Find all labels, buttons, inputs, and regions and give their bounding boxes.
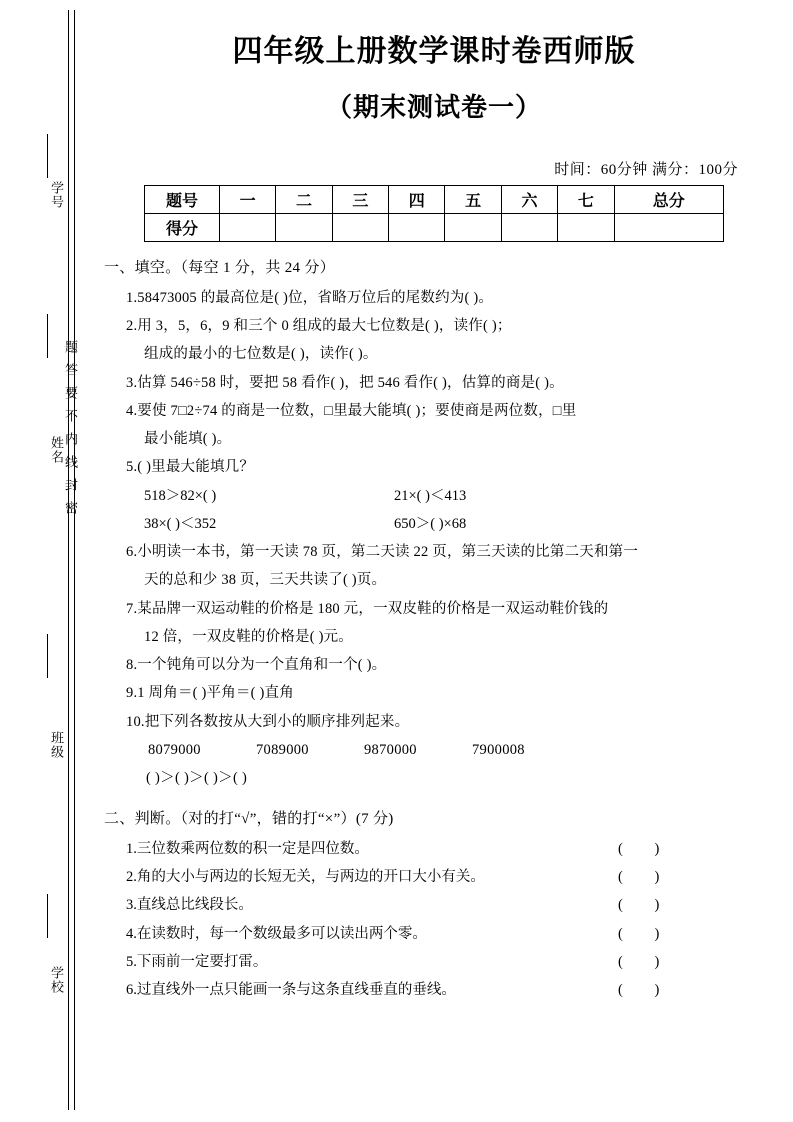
inequality-2-right: 650＞( )×68 [394, 515, 467, 532]
score-table-col-6: 六 [501, 185, 557, 213]
question-2-4-answer-box[interactable]: ( ) [618, 925, 674, 942]
question-1-10: 10.把下列各数按从大到小的顺序排列起来。 [126, 713, 410, 730]
seal-field-student-id [30, 130, 64, 260]
section-fill-in-blanks [104, 254, 764, 793]
question-2-1 [126, 835, 764, 863]
score-table-col-7: 七 [558, 185, 614, 213]
question-1-5-row-1 [144, 482, 764, 510]
question-2-2-answer-box[interactable]: ( ) [618, 869, 674, 886]
question-2-5 [126, 948, 764, 976]
number-item-3: 9870000 [364, 742, 417, 758]
question-2-3 [126, 891, 764, 919]
score-table-col-total: 总分 [614, 185, 723, 213]
seal-rule-student-id [47, 134, 48, 178]
section-2-heading: 二、判断。（对的打“√”，错的打“×”）(7 分) [104, 810, 394, 827]
inequality-2-left: 38×( )＜352 [144, 515, 217, 532]
number-item-4: 7900008 [472, 742, 525, 758]
page-subtitle: （期末测试卷一） [325, 92, 542, 123]
score-cell-2[interactable] [276, 213, 332, 241]
sealing-strip [30, 10, 82, 1110]
score-table-header-row [145, 185, 724, 213]
score-table-col-5: 五 [445, 185, 501, 213]
score-cell-1[interactable] [220, 213, 276, 241]
score-table-col-1: 一 [220, 185, 276, 213]
seal-field-name [30, 310, 64, 590]
question-1-2: 2.用 3，5，6，9 和三个 0 组成的最大七位数是( )，读作( )； [126, 318, 512, 335]
question-2-5-text: 5.下雨前一定要打雷。 [126, 953, 268, 970]
seal-label-school: 学校 [49, 966, 64, 994]
question-1-7: 7.某品牌一双运动鞋的价格是 180 元，一双皮鞋的价格是一双运动鞋价钱的 [126, 600, 609, 617]
seal-warning-text: 题答要不内线封密 [63, 340, 78, 524]
question-1-7-cont: 12 倍，一双皮鞋的价格是( )元。 [144, 628, 354, 645]
seal-label-class: 班级 [49, 731, 64, 759]
seal-rule-school [47, 894, 48, 938]
section-1-heading: 一、填空。（每空 1 分，共 24 分） [104, 259, 336, 276]
paper-content [104, 22, 764, 1004]
question-1-1: 1.58473005 的最高位是( )位，省略万位后的尾数约为( )。 [126, 289, 494, 306]
question-1-4: 4.要使 7□2÷74 的商是一位数，□里最大能填( )；要使商是两位数，□里 [126, 402, 577, 419]
score-table-row-label-number: 题号 [145, 185, 220, 213]
inequality-1-right: 21×( )＜413 [394, 487, 467, 504]
seal-rule-class [47, 634, 48, 678]
seal-line-outer [68, 10, 69, 1110]
question-1-6: 6.小明读一本书，第一天读 78 页，第二天读 22 页，第三天读的比第二天和第一 [126, 544, 639, 561]
question-2-1-text: 1.三位数乘两位数的积一定是四位数。 [126, 840, 369, 857]
seal-line-inner [74, 10, 75, 1110]
question-2-2-text: 2.角的大小与两边的长短无关，与两边的开口大小有关。 [126, 869, 485, 886]
number-item-1: 8079000 [148, 742, 201, 758]
seal-field-class [30, 630, 64, 860]
question-1-8: 8.一个钝角可以分为一个直角和一个( )。 [126, 657, 387, 674]
question-2-3-text: 3.直线总比线段长。 [126, 897, 253, 914]
question-2-6-text: 6.过直线外一点只能画一条与这条直线垂直的垂线。 [126, 982, 456, 999]
question-1-5: 5.( )里最大能填几？ [126, 459, 255, 476]
score-table [144, 185, 724, 242]
question-2-4 [126, 920, 764, 948]
question-2-5-answer-box[interactable]: ( ) [618, 953, 674, 970]
question-2-1-answer-box[interactable]: ( ) [618, 840, 674, 857]
question-1-9: 9.1 周角＝( )平角＝( )直角 [126, 685, 294, 702]
question-1-6-cont: 天的总和少 38 页，三天共读了( )页。 [144, 572, 387, 589]
question-1-4-cont: 最小能填( )。 [144, 431, 232, 448]
question-2-2 [126, 863, 764, 891]
inequality-1-left: 518＞82×( ) [144, 487, 217, 504]
score-cell-total[interactable] [614, 213, 723, 241]
question-1-2-cont: 组成的最小的七位数是( )，读作( )。 [144, 346, 378, 363]
number-item-2: 7089000 [256, 742, 309, 758]
score-cell-7[interactable] [558, 213, 614, 241]
score-table-row-label-score: 得分 [145, 213, 220, 241]
score-cell-5[interactable] [445, 213, 501, 241]
question-2-3-answer-box[interactable]: ( ) [618, 897, 674, 914]
question-2-4-text: 4.在读数时，每一个数级最多可以读出两个零。 [126, 925, 427, 942]
page-title: 四年级上册数学课时卷西师版 [232, 34, 636, 69]
exam-meta-info: 时间：60分钟 满分：100分 [554, 161, 738, 178]
section-true-false [104, 805, 764, 1005]
question-2-6-answer-box[interactable]: ( ) [618, 982, 674, 999]
score-cell-4[interactable] [389, 213, 445, 241]
score-table-col-4: 四 [389, 185, 445, 213]
question-1-3: 3.估算 546÷58 时，要把 58 看作( )，把 546 看作( )，估算的商是( )。 [126, 374, 564, 391]
question-1-5-row-2 [144, 510, 764, 538]
seal-rule-name [47, 314, 48, 358]
score-cell-6[interactable] [501, 213, 557, 241]
seal-field-school [30, 890, 64, 1070]
score-table-col-2: 二 [276, 185, 332, 213]
question-1-10-numbers [148, 736, 764, 764]
score-table-score-row [145, 213, 724, 241]
seal-label-student-id: 学号 [49, 181, 64, 209]
question-1-10-answer-row: ( )＞( )＞( )＞( ) [146, 770, 248, 787]
score-table-col-3: 三 [332, 185, 388, 213]
seal-label-name: 姓名 [49, 436, 64, 464]
question-2-6 [126, 976, 764, 1004]
score-cell-3[interactable] [332, 213, 388, 241]
